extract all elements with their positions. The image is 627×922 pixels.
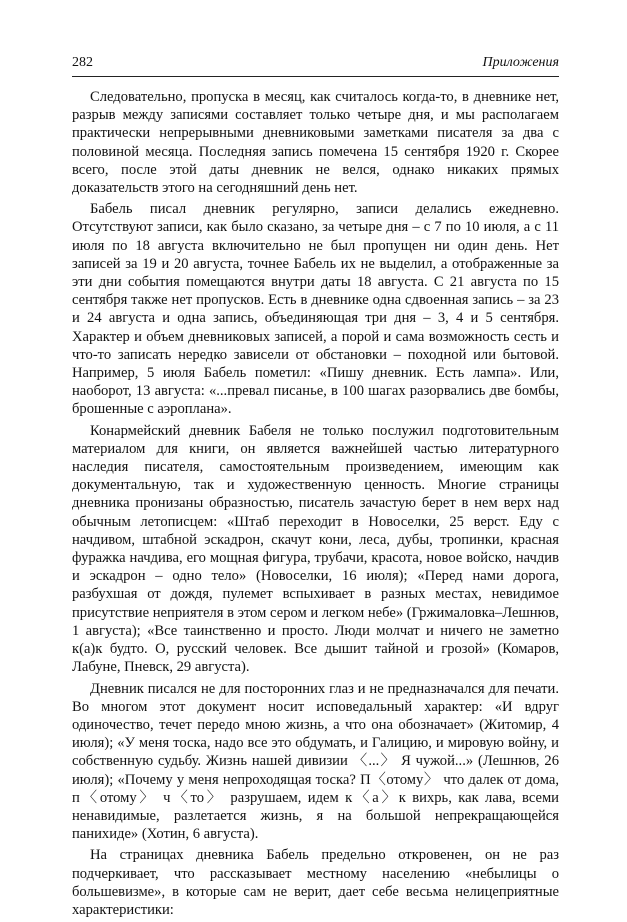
header-rule xyxy=(72,76,559,77)
body-text xyxy=(72,88,559,922)
paragraph-1: Следовательно, пропуска в месяц, как считалось когда-то, в дневнике нет, разрыв между записями составляет только четыре дня, и мы располагаем практически непрерывными дневниковыми заметками писателя за два с половиной месяца. Последняя запись помечена 15 сентября 1920 г. Скорее всего, после этой даты дневник не велся, однако никаких прямых доказательств этого на сегодняшний день нет. xyxy=(72,89,559,197)
paragraph-5: На страницах дневника Бабель предельно откровенен, он не раз подчеркивает, что рассказывает местному населению «небылицы о большевизме», в которые сам не верит, дает себе весьма нелицеприятные характеристики: xyxy=(72,847,559,918)
paragraph-3: Конармейский дневник Бабеля не только послужил подготовительным материалом для книги, он является важнейшей частью литературного наследия писателя, самостоятельным произведением, имеющим как документальную, так и художественную ценность. Многие страницы дневника пронизаны образностью, писатель зачастую берет в нем верх над обычным летописцем: «Штаб переходит в Новоселки, 25 верст. Еду с начдивом, штабной эскадрон, скачут кони, леса, дубы, тропинки, красная фуражка начдива, его мощная фигура, трубачи, красота, новое войско, начдив и эскадрон – одно тело» (Новоселки, 16 июля); «Перед нами дорога, разбухшая от дождя, пулемет вспыхивает в разных местах, невидимое присутствие неприятеля в этом сером и легком небе» (Гржималовка–Лешнюв, 1 августа); «Все таинственно и просто. Люди молчат и ничего не заметно к(а)к будто. О, русский человек. Все дышит тайной и грозой» (Комаров, Лабуне, Пневск, 29 августа). xyxy=(72,422,559,676)
paragraph-2: Бабель писал дневник регулярно, записи делались ежедневно. Отсутствуют записи, как было сказано, за четыре дня – с 7 по 10 июля, а с 11 июля по 18 августа включительно не был пропущен ни один день. Нет записей за 19 и 20 августа, точнее Бабель их не выделил, а отображенные за эти дни события помещаются внутри даты 18 августа. С 21 августа по 15 сентября также нет пропусков. Есть в дневнике одна сдвоенная запись – за 23 и 24 августа и одна запись, объединяющая три дня – 3, 4 и 5 сентября. Характер и объем дневниковых записей, а порой и сама возможность сесть и что-то записать нередко зависели от обстановки – походной или бытовой. Например, 5 июля Бабель пометил: «Пишу дневник. Есть лампа». Или, наоборот, 13 августа: «...превал писанье, в 100 шагах разорвались две бомбы, брошенные с аэроплана». xyxy=(72,201,559,418)
paragraph-4: Дневник писался не для посторонних глаз и не предназначался для печати. Во многом этот документ носит исповедальный характер: «И вдруг одиночество, течет передо мною жизнь, а что она обозначает» (Житомир, 4 июля); «У меня тоска, надо все это обдумать, и Галицию, и мировую войну, и собственную судьбу. Жизнь нашей дивизии 〈...〉 Я чужой...» (Лешнюв, 26 июля); «Почему у меня непроходящая тоска? П〈отому〉 что далек от дома, п〈отому〉 ч〈то〉 разрушаем, идем к〈а〉к вихрь, как лава, всеми ненавидимые, разлетается жизнь, я на большой непрекращающейся панихиде» (Хотин, 6 августа). xyxy=(72,680,559,843)
running-header xyxy=(72,55,559,75)
section-title: Приложения xyxy=(482,55,559,70)
page-number: 282 xyxy=(72,55,93,70)
